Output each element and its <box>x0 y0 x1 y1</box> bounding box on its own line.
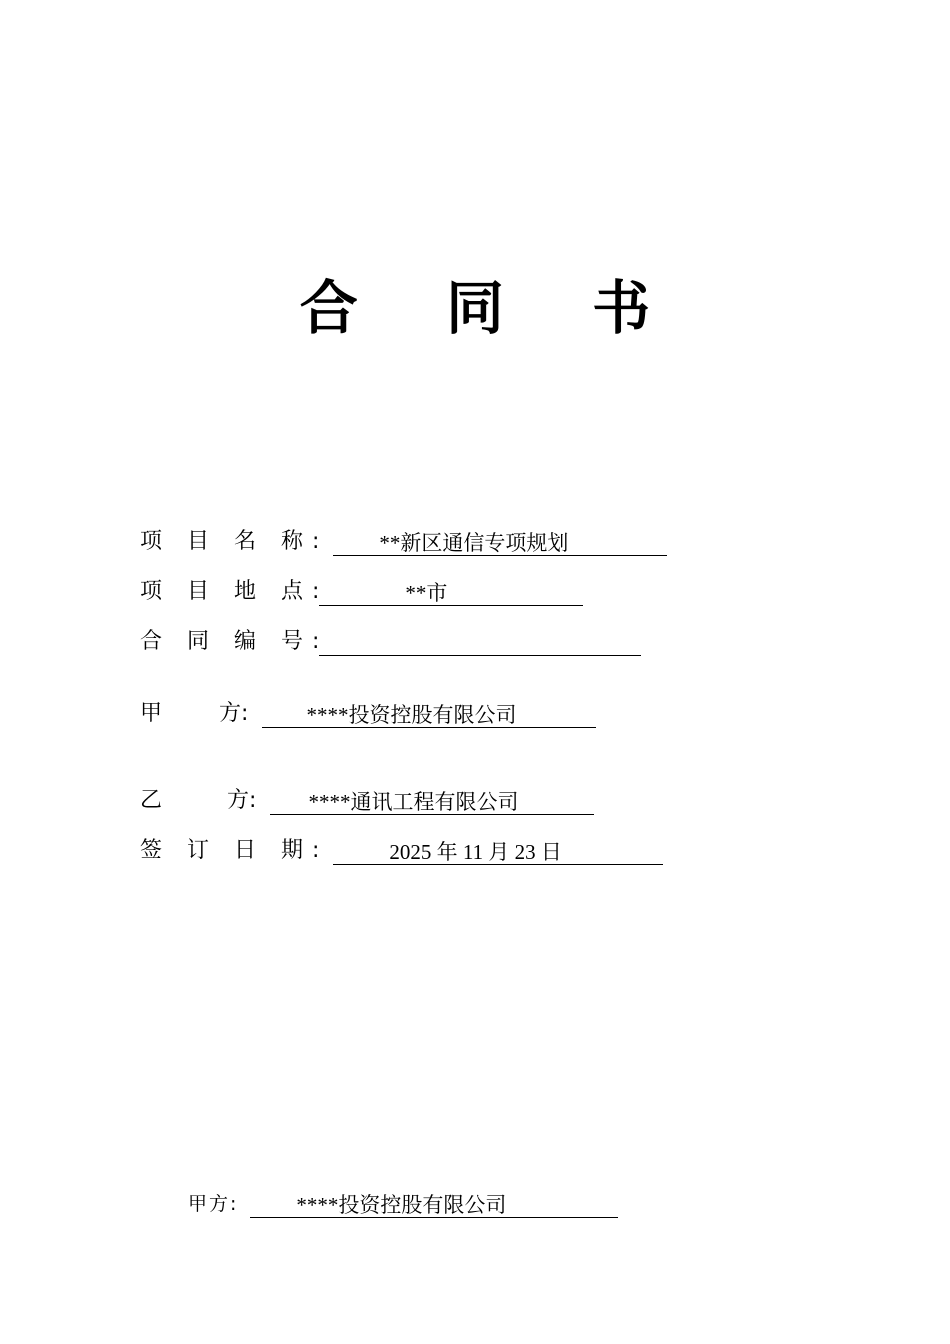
project-name-row <box>140 526 667 556</box>
party-a-row <box>140 698 596 728</box>
contract-number-value <box>319 630 641 656</box>
signature-row <box>188 1188 618 1218</box>
project-location-label: 项 目 地 点 <box>140 579 312 604</box>
project-location-row <box>140 576 583 606</box>
project-location-value: **市 <box>319 580 583 606</box>
signature-colon: : <box>230 1193 237 1215</box>
party-b-colon: : <box>249 788 257 813</box>
sign-date-row <box>140 835 663 865</box>
party-a-label: 甲 <box>140 701 172 726</box>
party-b-label-2: 方 <box>227 788 250 813</box>
signature-value: ****投资控股有限公司 <box>250 1192 618 1218</box>
project-name-colon: : <box>311 529 320 554</box>
party-b-value: ****通讯工程有限公司 <box>270 789 594 815</box>
party-a-label-2: 方 <box>219 701 242 726</box>
document-title: 合 同 书 <box>299 274 685 342</box>
sign-date-value: 2025 年 11 月 23 日 <box>333 839 663 865</box>
project-name-label: 项 目 名 称 <box>140 529 312 554</box>
contract-number-label: 合 同 编 号 <box>140 629 312 654</box>
project-name-value: **新区通信专项规划 <box>333 530 667 556</box>
sign-date-colon: : <box>311 838 320 863</box>
party-a-value: ****投资控股有限公司 <box>262 702 596 728</box>
party-b-row <box>140 785 594 815</box>
project-location-colon: : <box>311 579 320 604</box>
contract-number-row <box>140 626 641 656</box>
party-b-label: 乙 <box>140 788 172 813</box>
sign-date-label: 签 订 日 期 <box>140 838 312 863</box>
contract-number-colon: : <box>311 629 320 654</box>
signature-label: 甲方 <box>188 1193 231 1215</box>
party-a-colon: : <box>241 701 249 726</box>
